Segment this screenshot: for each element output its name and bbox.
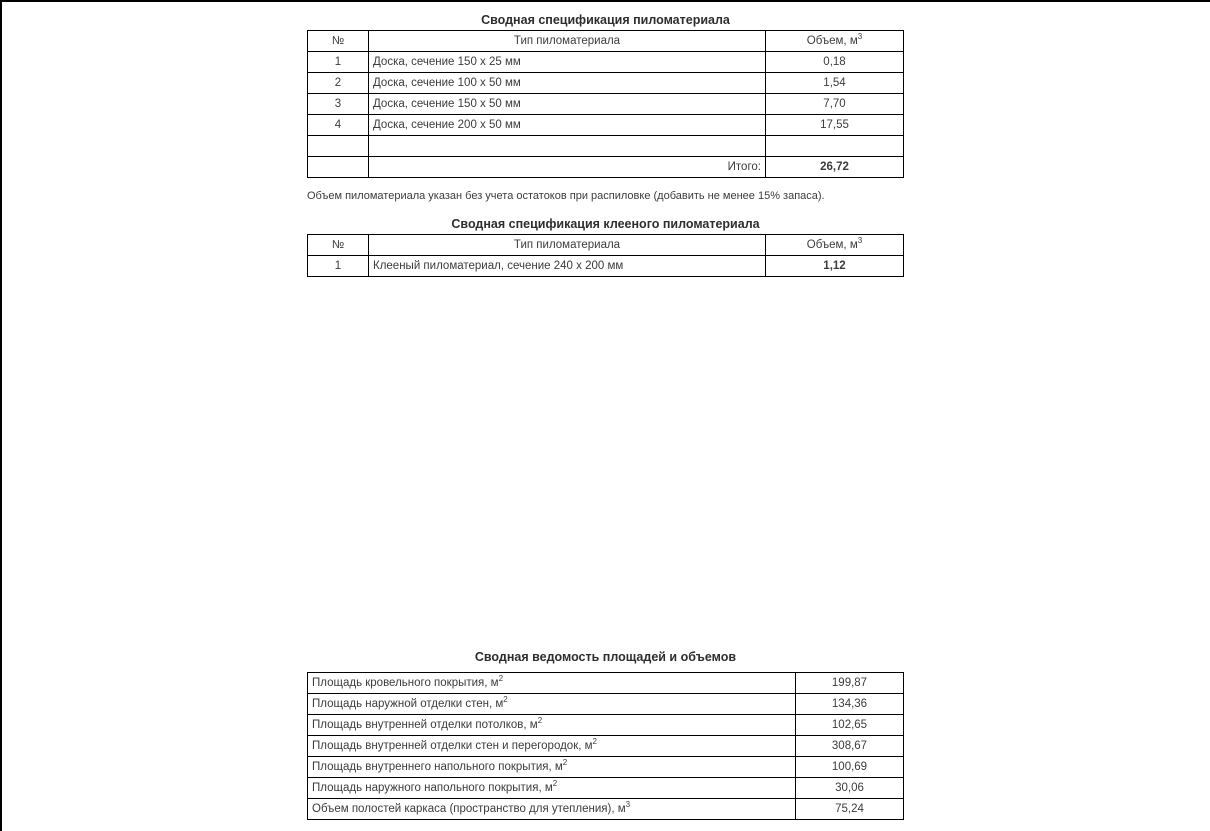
lumber-col-header-num: № bbox=[308, 31, 369, 52]
page-frame-left-line bbox=[0, 0, 2, 831]
row-type-cell: Доска, сечение 100 x 50 мм bbox=[369, 73, 766, 94]
volume-unit-text: Объем, м bbox=[806, 238, 858, 251]
area-value-cell: 75,24 bbox=[796, 799, 904, 820]
table-row bbox=[308, 799, 904, 820]
area-label-cell bbox=[308, 757, 796, 778]
empty-cell bbox=[369, 136, 766, 157]
lumber-spec-table bbox=[307, 30, 904, 178]
row-type-cell: Доска, сечение 150 x 50 мм bbox=[369, 94, 766, 115]
empty-cell bbox=[766, 136, 904, 157]
total-value-cell: 26,72 bbox=[766, 157, 904, 178]
row-type-cell: Доска, сечение 150 x 25 мм bbox=[369, 52, 766, 73]
glued-lumber-spec-table bbox=[307, 234, 904, 277]
area-label-text: Площадь внутренней отделки стен и перегородок, м bbox=[312, 739, 593, 752]
table-row bbox=[308, 94, 904, 115]
unit-superscript: 3 bbox=[625, 799, 631, 809]
row-type-cell: Клееный пиломатериал, сечение 240 x 200 мм bbox=[369, 256, 766, 277]
lumber-col-header-volume bbox=[766, 31, 904, 52]
row-num-cell: 1 bbox=[308, 52, 369, 73]
glued-lumber-spec-title: Сводная спецификация клееного пиломатериала bbox=[451, 217, 760, 231]
page-frame-top-line bbox=[0, 0, 1210, 2]
row-volume-cell: 7,70 bbox=[766, 94, 904, 115]
lumber-spec-section bbox=[307, 13, 904, 178]
area-label-cell bbox=[308, 778, 796, 799]
table-row bbox=[308, 736, 904, 757]
glued-col-header-type: Тип пиломатериала bbox=[369, 235, 766, 256]
unit-superscript: 2 bbox=[537, 715, 543, 725]
area-label-cell bbox=[308, 673, 796, 694]
area-label-text: Объем полостей каркаса (пространство для утепления), м bbox=[312, 802, 626, 815]
row-num-cell: 4 bbox=[308, 115, 369, 136]
lumber-spec-title: Сводная спецификация пиломатериала bbox=[481, 13, 730, 27]
area-label-cell bbox=[308, 694, 796, 715]
areas-volumes-table bbox=[307, 672, 904, 820]
row-volume-cell: 17,55 bbox=[766, 115, 904, 136]
area-label-text: Площадь внутренней отделки потолков, м bbox=[312, 718, 538, 731]
areas-volumes-title: Сводная ведомость площадей и объемов bbox=[474, 650, 737, 664]
table-row bbox=[308, 757, 904, 778]
areas-volumes-section bbox=[307, 650, 904, 820]
area-value-cell: 100,69 bbox=[796, 757, 904, 778]
unit-superscript: 2 bbox=[503, 694, 508, 704]
row-volume-cell: 1,54 bbox=[766, 73, 904, 94]
table-row bbox=[308, 73, 904, 94]
area-label-cell bbox=[308, 799, 796, 820]
area-value-cell: 30,06 bbox=[796, 778, 904, 799]
empty-row bbox=[308, 136, 904, 157]
area-label-text: Площадь наружного напольного покрытия, м bbox=[312, 781, 553, 794]
table-row bbox=[308, 778, 904, 799]
row-volume-cell: 1,12 bbox=[766, 256, 904, 277]
empty-cell bbox=[308, 157, 369, 178]
table-row bbox=[308, 715, 904, 736]
row-num-cell: 1 bbox=[308, 256, 369, 277]
volume-unit-text: Объем, м bbox=[806, 34, 858, 47]
glued-col-header-volume bbox=[766, 235, 904, 256]
volume-unit-superscript: 3 bbox=[857, 31, 863, 41]
table-row bbox=[308, 694, 904, 715]
area-label-text: Площадь кровельного покрытия, м bbox=[312, 676, 499, 689]
row-num-cell: 2 bbox=[308, 73, 369, 94]
area-value-cell: 134,36 bbox=[796, 694, 904, 715]
row-type-cell: Доска, сечение 200 x 50 мм bbox=[369, 115, 766, 136]
row-num-cell: 3 bbox=[308, 94, 369, 115]
area-label-text: Площадь наружной отделки стен, м bbox=[312, 697, 504, 710]
volume-unit-superscript: 3 bbox=[857, 235, 863, 245]
unit-superscript: 2 bbox=[552, 778, 558, 788]
table-row bbox=[308, 115, 904, 136]
unit-superscript: 2 bbox=[592, 736, 597, 746]
area-label-cell bbox=[308, 715, 796, 736]
lumber-note: Объем пиломатериала указан без учета остатоков при распиловке (добавить не менее 15% запаса). bbox=[307, 190, 825, 202]
table-row bbox=[308, 256, 904, 277]
unit-superscript: 2 bbox=[562, 757, 568, 767]
empty-cell bbox=[308, 136, 369, 157]
area-value-cell: 308,67 bbox=[796, 736, 904, 757]
unit-superscript: 2 bbox=[498, 673, 504, 683]
lumber-header-row bbox=[308, 31, 904, 52]
lumber-col-header-type: Тип пиломатериала bbox=[369, 31, 766, 52]
glued-col-header-num: № bbox=[308, 235, 369, 256]
total-row bbox=[308, 157, 904, 178]
row-volume-cell: 0,18 bbox=[766, 52, 904, 73]
table-row bbox=[308, 52, 904, 73]
area-value-cell: 102,65 bbox=[796, 715, 904, 736]
area-label-cell bbox=[308, 736, 796, 757]
area-value-cell: 199,87 bbox=[796, 673, 904, 694]
table-row bbox=[308, 673, 904, 694]
glued-header-row bbox=[308, 235, 904, 256]
area-label-text: Площадь внутреннего напольного покрытия, м bbox=[312, 760, 563, 773]
glued-lumber-spec-section bbox=[307, 217, 904, 277]
total-label-cell: Итого: bbox=[369, 157, 766, 178]
